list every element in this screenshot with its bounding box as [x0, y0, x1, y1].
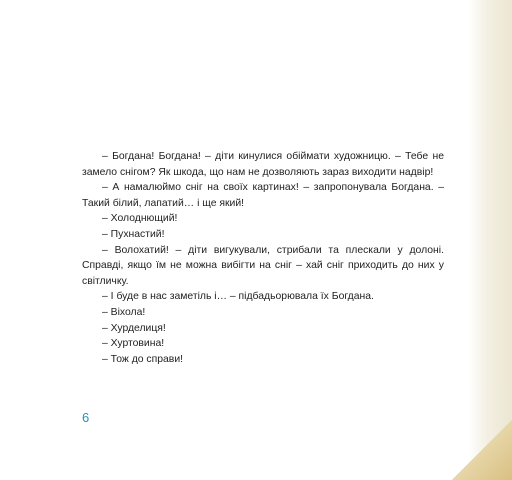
paragraph: – Тож до справи! [102, 353, 184, 365]
paragraph: – А намалюймо сніг на своїх картинах! – запропонувала Богдана. – Такий білий, лапатий… і ще який! [82, 182, 444, 209]
paragraph: – Хурделиця! [102, 322, 166, 334]
paragraph: – Хуртовина! [102, 338, 165, 350]
next-page-edge [468, 0, 512, 480]
paragraph: – Богдана! Богдана! – діти кинулися обіймати художницю. – Тебе не замело снігом? Як шкода, що нам не дозволяють зараз виходити надвір! [82, 151, 444, 178]
illustration-corner [452, 420, 512, 480]
paragraph: – Пухнастий! [102, 228, 165, 240]
page-number: 6 [82, 410, 90, 425]
paragraph: – І буде в нас заметіль і… – підбадьорювала їх Богдана. [102, 291, 374, 303]
paragraph: – Віхола! [102, 306, 146, 318]
paragraph: – Волохатий! – діти вигукували, стрибали та плескали у долоні. Справді, якщо їм не можна вибігти на сніг – хай сніг приходить до них у світличку. [82, 244, 444, 287]
story-text [82, 149, 444, 367]
paragraph: – Холоднющий! [102, 213, 178, 225]
